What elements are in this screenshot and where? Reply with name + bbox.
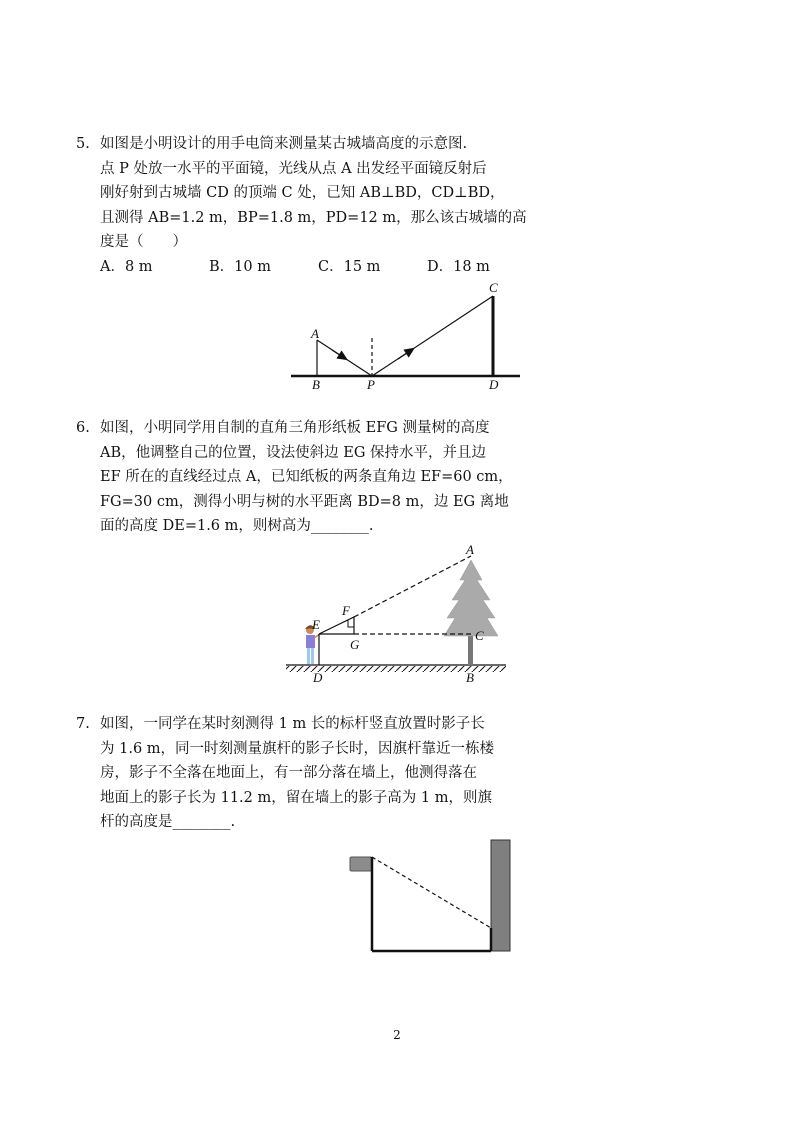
label-b: B (466, 670, 474, 685)
question-number: 6. (76, 420, 90, 436)
label-d: D (489, 377, 499, 392)
text-line: 点 P 处放一水平的平面镜，光线从点 A 出发经平面镜反射后 (100, 160, 487, 177)
sun-ray-dashed (372, 857, 491, 928)
question-number: 5. (76, 136, 90, 152)
figure-tree-measurement (284, 538, 514, 690)
question-text (100, 416, 536, 539)
text-line: 如图，小明同学用自制的直角三角形纸板 EFG 测量树的高度 (100, 420, 490, 436)
label-a: A (466, 542, 474, 557)
question-5 (76, 132, 536, 279)
text-line: 且测得 AB=1.2 m，BP=1.8 m，PD=12 m，那么该古城墙的高 (100, 209, 527, 226)
building-wall (491, 840, 510, 951)
label-c: C (475, 628, 484, 643)
text-line: 如图，一同学在某时刻测得 1 m 长的标杆竖直放置时影子长 (100, 716, 485, 732)
question-7 (76, 712, 536, 835)
question-number: 7. (76, 716, 90, 732)
option-c[interactable]: C．15 m (318, 258, 381, 275)
text-line: 刚好射到古城墙 CD 的顶端 C 处，已知 AB⊥BD，CD⊥BD， (100, 185, 505, 201)
text-line: EF 所在的直线经过点 A，已知纸板的两条直角边 EF=60 cm， (100, 469, 513, 485)
text-line: 度是（ ） (100, 234, 187, 250)
label-b: B (312, 377, 320, 392)
label-d: D (313, 670, 323, 685)
answer-options (100, 255, 536, 280)
tree-icon (444, 560, 498, 665)
text-line: AB，他调整自己的位置，设法使斜边 EG 保持水平，并且边 (100, 444, 487, 461)
page-number: 2 (393, 1028, 401, 1042)
label-f: F (342, 603, 350, 618)
arrow-2 (398, 349, 413, 359)
right-angle-mark (348, 620, 354, 627)
text-line: 地面上的影子长为 11.2 m，留在墙上的影子高为 1 m，则旗 (100, 789, 492, 806)
light-ray-p-c (372, 296, 493, 376)
label-g: G (350, 637, 360, 652)
text-line: 杆的高度是________. (100, 814, 236, 830)
label-e: E (312, 617, 320, 632)
triangle-efg (319, 617, 354, 634)
option-b[interactable]: B．10 m (209, 258, 271, 275)
figure-mirror-wall (286, 278, 526, 393)
option-a[interactable]: A．8 m (100, 258, 153, 275)
figure-flagpole-shadow (346, 835, 516, 957)
text-line: 面的高度 DE=1.6 m，则树高为________. (100, 518, 374, 534)
text-line: 为 1.6 m，同一时刻测量旗杆的影子长时，因旗杆靠近一栋楼 (100, 740, 495, 757)
question-6 (76, 416, 536, 539)
label-p: P (367, 377, 375, 392)
question-text (100, 712, 536, 835)
label-c: C (489, 280, 498, 295)
question-text (100, 132, 536, 255)
label-a: A (311, 326, 319, 341)
sight-line-ea (354, 556, 471, 617)
text-line: 如图是小明设计的用手电筒来测量某古城墙高度的示意图. (100, 136, 468, 152)
arrow-1 (332, 350, 346, 359)
option-d[interactable]: D．18 m (427, 258, 490, 275)
text-line: 房，影子不全落在地面上，有一部分落在墙上，他测得落在 (100, 765, 477, 781)
flag-icon (350, 857, 372, 871)
text-line: FG=30 cm，测得小明与树的水平距离 BD=8 m，边 EG 离地 (100, 493, 509, 510)
